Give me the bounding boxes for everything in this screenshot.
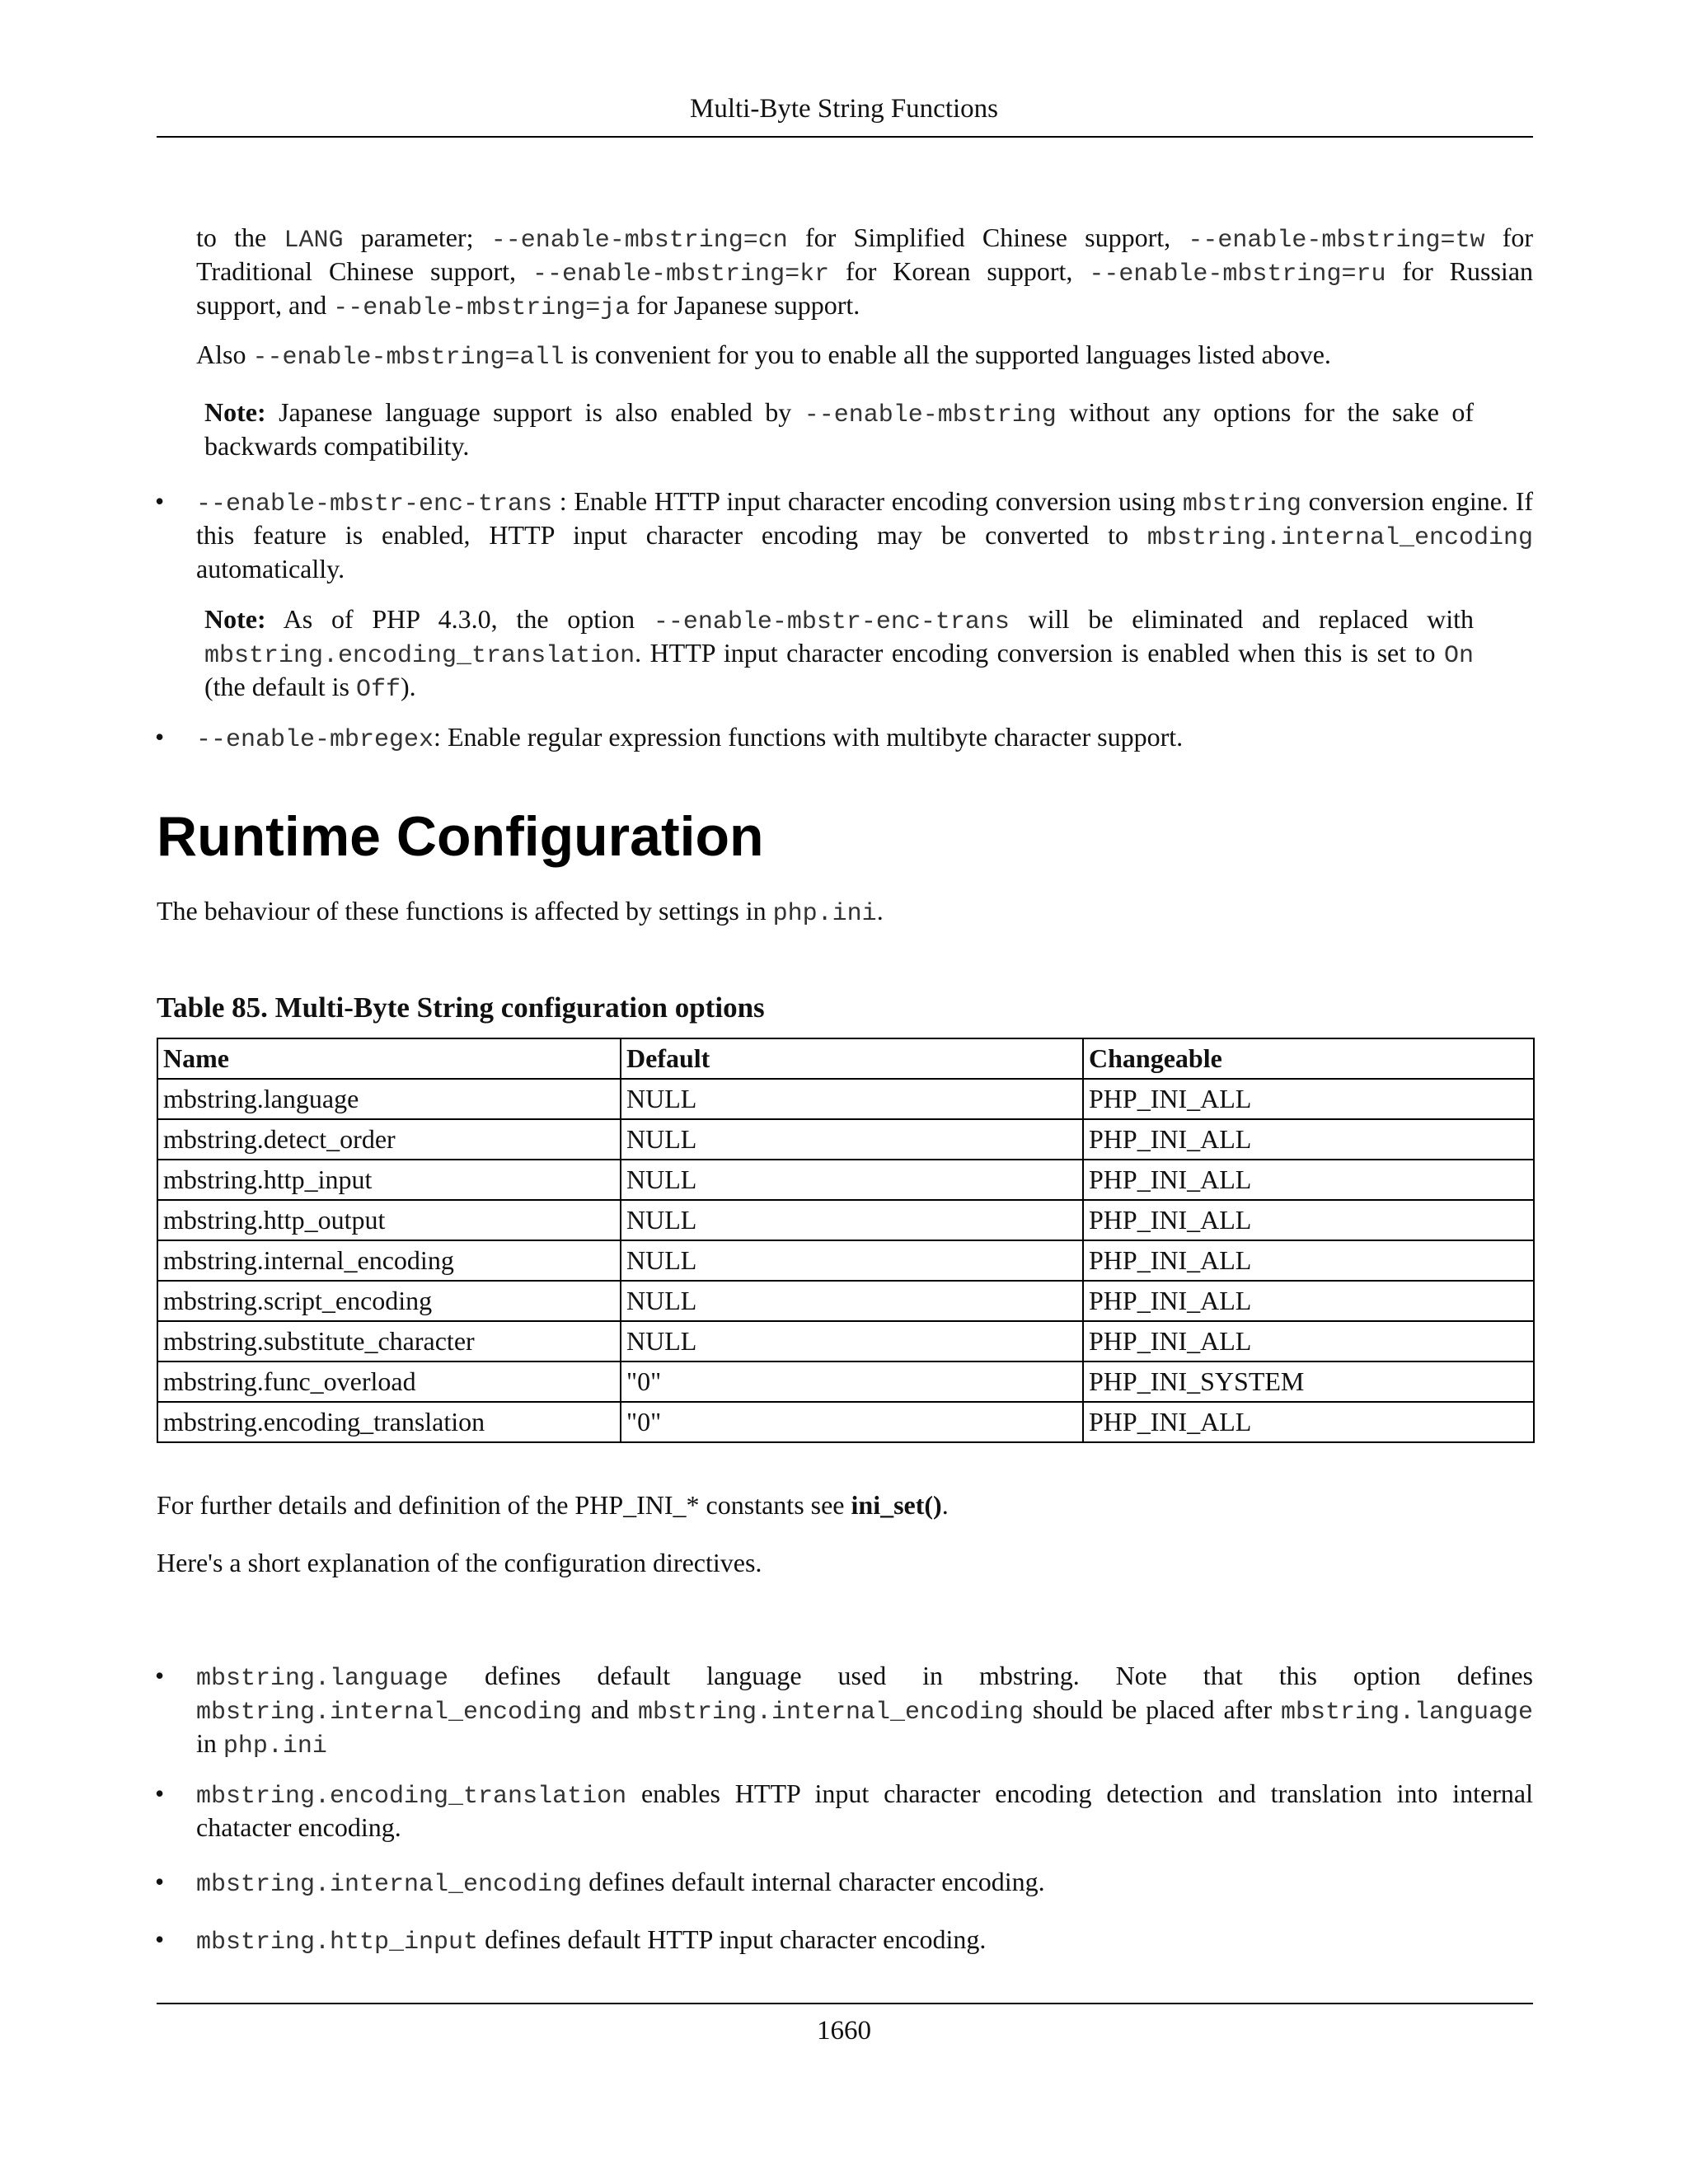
table-cell: mbstring.substitute_character — [157, 1321, 621, 1361]
config-table — [157, 1038, 1535, 1443]
table-cell: mbstring.script_encoding — [157, 1281, 621, 1321]
table-row — [157, 1119, 1534, 1160]
header-rule — [157, 136, 1533, 138]
table-row — [157, 1200, 1534, 1240]
code: --enable-mbstring=kr — [532, 260, 830, 288]
table-cell: mbstring.internal_encoding — [157, 1240, 621, 1281]
text: for Traditional Chinese support, — [196, 223, 1534, 286]
table-cell: PHP_INI_ALL — [1083, 1079, 1534, 1119]
ini-set-link[interactable]: ini_set() — [851, 1490, 942, 1520]
text: defines default internal character encoding. — [582, 1867, 1045, 1896]
column-header: Changeable — [1083, 1038, 1534, 1079]
table-cell: PHP_INI_ALL — [1083, 1240, 1534, 1281]
text: enables HTTP input character encoding detection and translation into internal chatacter encoding. — [196, 1779, 1533, 1842]
text: defines default HTTP input character encoding. — [478, 1924, 987, 1954]
table-title: Table 85. Multi-Byte String configuration options — [157, 991, 765, 1024]
note-japanese — [204, 397, 1474, 462]
table-cell: PHP_INI_ALL — [1083, 1281, 1534, 1321]
text: and — [582, 1694, 638, 1724]
bullet-marker: • — [155, 1924, 165, 1954]
text: without any options for the sake of backwards compatibility. — [204, 397, 1474, 461]
list-item — [196, 1924, 1533, 1958]
code: --enable-mbregex — [196, 726, 434, 754]
text: : Enable regular expression functions with multibyte character support. — [434, 722, 1184, 752]
code: On — [1443, 642, 1474, 670]
table-cell: "0" — [621, 1402, 1083, 1442]
text: : Enable HTTP input character encoding conversion using — [552, 486, 1183, 516]
table-cell: mbstring.language — [157, 1079, 621, 1119]
code: mbstring.internal_encoding — [196, 1699, 583, 1727]
text: defines default language used in mbstring. Note that this option defines — [448, 1661, 1533, 1690]
text: . — [941, 1490, 949, 1520]
table-cell: NULL — [621, 1200, 1083, 1240]
text: for Korean support, — [829, 256, 1090, 286]
table-cell: NULL — [621, 1160, 1083, 1200]
bullet-marker: • — [155, 722, 165, 752]
note-label: Note: — [204, 604, 266, 634]
table-cell: mbstring.encoding_translation — [157, 1402, 621, 1442]
code: --enable-mbstring=tw — [1188, 227, 1485, 255]
code: LANG — [284, 227, 344, 255]
table-cell: PHP_INI_ALL — [1083, 1321, 1534, 1361]
running-head: Multi-Byte String Functions — [689, 94, 999, 124]
text: . — [876, 896, 884, 926]
text: for Japanese support. — [630, 290, 860, 320]
code: mbstring.language — [1280, 1699, 1534, 1727]
text: for Russian support, and — [196, 256, 1534, 320]
code: mbstring.http_input — [196, 1929, 479, 1957]
text: As of PHP 4.3.0, the option — [265, 604, 654, 634]
text: conversion engine. If this feature is enabled, HTTP input character encoding may be converted to — [196, 486, 1534, 550]
code: mbstring.language — [196, 1665, 449, 1693]
section-heading: Runtime Configuration — [157, 805, 764, 868]
code: --enable-mbstring=cn — [490, 227, 788, 255]
table-row — [157, 1240, 1534, 1281]
table-cell: mbstring.func_overload — [157, 1361, 621, 1402]
text: is convenient for you to enable all the supported languages listed above. — [564, 340, 1331, 369]
table-cell: NULL — [621, 1119, 1083, 1160]
text: Also — [196, 340, 253, 369]
text: . HTTP input character encoding conversion is enabled when this is set to — [635, 638, 1444, 668]
table-cell: PHP_INI_SYSTEM — [1083, 1361, 1534, 1402]
table-row — [157, 1321, 1534, 1361]
table-cell: NULL — [621, 1079, 1083, 1119]
code: php.ini — [223, 1732, 327, 1760]
code: --enable-mbstring — [804, 401, 1057, 429]
list-item — [196, 1779, 1533, 1843]
code: mbstring.internal_encoding — [196, 1871, 583, 1899]
table-row — [157, 1402, 1534, 1442]
bullet-marker: • — [155, 486, 165, 516]
bullet-marker: • — [155, 1779, 165, 1808]
intro-paragraph-all — [196, 340, 1533, 373]
code: --enable-mbstring=all — [252, 344, 565, 372]
code: --enable-mbstring=ru — [1089, 260, 1386, 288]
code: mbstring.internal_encoding — [1146, 524, 1533, 552]
code: mbstring.encoding_translation — [196, 1783, 627, 1811]
ini-set-reference — [157, 1490, 1533, 1521]
code: mbstring — [1182, 490, 1301, 518]
list-item — [196, 722, 1533, 756]
table-cell: NULL — [621, 1281, 1083, 1321]
text: ). — [400, 672, 416, 701]
table-cell: "0" — [621, 1361, 1083, 1402]
table-row — [157, 1079, 1534, 1119]
page-number: 1660 — [817, 2016, 871, 2046]
code: php.ini — [772, 900, 877, 928]
table-row — [157, 1281, 1534, 1321]
text: in — [196, 1728, 223, 1758]
list-item — [196, 1867, 1533, 1900]
text: The behaviour of these functions is affected by settings in — [157, 896, 773, 926]
note-label: Note: — [204, 397, 266, 427]
text: to the — [196, 223, 284, 252]
table-cell: mbstring.http_input — [157, 1160, 621, 1200]
column-header: Default — [621, 1038, 1083, 1079]
table-cell: mbstring.http_output — [157, 1200, 621, 1240]
text: (the default is — [204, 672, 356, 701]
text: parameter; — [343, 223, 491, 252]
table-cell: PHP_INI_ALL — [1083, 1160, 1534, 1200]
intro-paragraph — [196, 223, 1533, 324]
directives-intro: Here's a short explanation of the configuration directives. — [157, 1548, 762, 1577]
table-header-row — [157, 1038, 1534, 1079]
table-cell: NULL — [621, 1240, 1083, 1281]
bullet-marker: • — [155, 1867, 165, 1896]
code: Off — [355, 676, 401, 704]
table-row — [157, 1361, 1534, 1402]
text: For further details and definition of the PHP_INI_* constants see — [157, 1490, 851, 1520]
column-header: Name — [157, 1038, 621, 1079]
table-cell: PHP_INI_ALL — [1083, 1402, 1534, 1442]
text: will be eliminated and replaced with — [1009, 604, 1474, 634]
code: mbstring.internal_encoding — [637, 1699, 1025, 1727]
table-cell: PHP_INI_ALL — [1083, 1200, 1534, 1240]
code: --enable-mbstr-enc-trans — [196, 490, 553, 518]
text: should be placed after — [1024, 1694, 1281, 1724]
table-cell: PHP_INI_ALL — [1083, 1119, 1534, 1160]
text: for Simplified Chinese support, — [787, 223, 1189, 252]
list-item — [196, 486, 1533, 584]
bullet-marker: • — [155, 1661, 165, 1690]
list-item — [196, 1661, 1533, 1762]
table-cell: mbstring.detect_order — [157, 1119, 621, 1160]
code: mbstring.encoding_translation — [204, 642, 635, 670]
table-cell: NULL — [621, 1321, 1083, 1361]
footer-rule — [157, 2003, 1533, 2004]
section-intro — [157, 896, 1533, 930]
table-row — [157, 1160, 1534, 1200]
code: --enable-mbstring=ja — [333, 294, 631, 322]
code: --enable-mbstr-enc-trans — [653, 608, 1010, 636]
text: Japanese language support is also enabled by — [265, 397, 804, 427]
note-enc-trans — [204, 604, 1474, 705]
text: automatically. — [196, 554, 345, 583]
